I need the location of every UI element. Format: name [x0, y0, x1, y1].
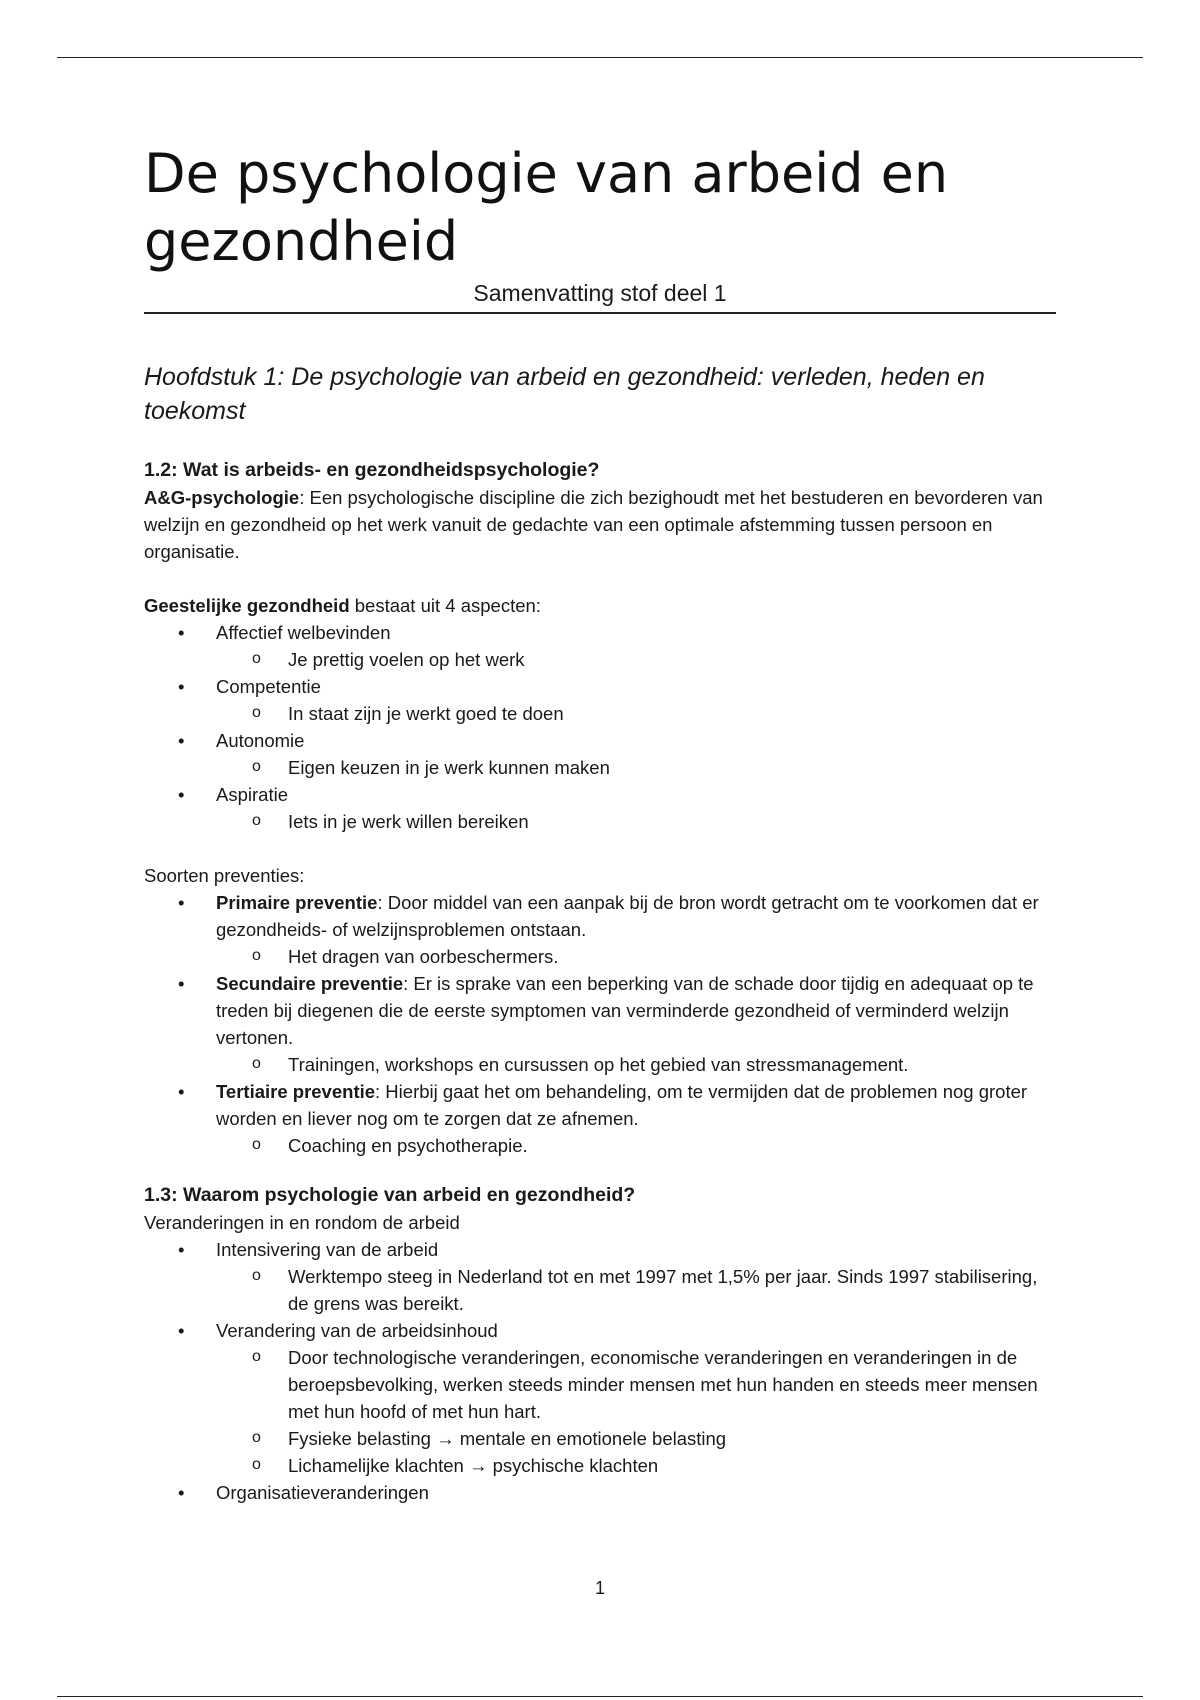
mental-health-intro	[144, 592, 1056, 619]
list-subitem: o Je prettig voelen op het werk	[144, 646, 1056, 673]
mental-health-text: bestaat uit 4 aspecten:	[349, 595, 541, 616]
aspects-list	[144, 619, 1056, 835]
list-item: • Primaire preventie: Door middel van een aanpak bij de bron wordt getracht om te voorkomen dat er gezondheids- of welzijnsproblemen ontstaan.	[144, 889, 1056, 943]
section-heading-1-2: 1.2: Wat is arbeids- en gezondheidspsychologie?	[144, 459, 600, 481]
document-page	[144, 140, 1056, 1506]
circle-bullet-icon: o	[252, 1429, 261, 1446]
prevention-intro: Soorten preventies:	[144, 865, 305, 886]
list-item: • Secundaire preventie: Er is sprake van een beperking van de schade door tijdig en adequaat op te treden bij diegenen die de eerste symptomen van verminderde gezondheid of verminderd welzijn vertonen.	[144, 970, 1056, 1051]
circle-bullet-icon: o	[252, 1055, 261, 1072]
list-item: • Tertiaire preventie: Hierbij gaat het om behandeling, om te vermijden dat de problemen nog groter worden en liever nog om te zorgen dat ze afnemen.	[144, 1078, 1056, 1132]
mental-health-term: Geestelijke gezondheid	[144, 595, 350, 616]
bullet-icon: •	[178, 1320, 185, 1341]
circle-bullet-icon: o	[252, 1456, 261, 1473]
section-heading-1-3: 1.3: Waarom psychologie van arbeid en gezondheid?	[144, 1184, 636, 1206]
chapter-heading: Hoofdstuk 1: De psychologie van arbeid en gezondheid: verleden, heden en toekomst	[144, 363, 985, 425]
list-subitem: o Lichamelijke klachten → psychische klachten	[144, 1452, 1056, 1479]
definition-text: : Een psychologische discipline die zich bezighoudt met het bestuderen en bevorderen van welzijn en gezondheid op het werk vanuit de gedachte van een optimale afstemming tussen persoon en organisatie.	[144, 487, 1043, 562]
changes-intro: Veranderingen in en rondom de arbeid	[144, 1212, 460, 1233]
list-item: • Competentie	[144, 673, 1056, 700]
page-bottom-rule	[57, 1696, 1143, 1697]
list-item: • Aspiratie	[144, 781, 1056, 808]
circle-bullet-icon: o	[252, 1267, 261, 1284]
changes-list	[144, 1236, 1056, 1506]
circle-bullet-icon: o	[252, 758, 261, 775]
definition-paragraph	[144, 484, 1056, 565]
bullet-icon: •	[178, 622, 185, 643]
circle-bullet-icon: o	[252, 947, 261, 964]
bullet-icon: •	[178, 1239, 185, 1260]
list-subitem: o Trainingen, workshops en cursussen op het gebied van stressmanagement.	[144, 1051, 1056, 1078]
list-subitem: o Iets in je werk willen bereiken	[144, 808, 1056, 835]
page-number: 1	[594, 1578, 605, 1598]
circle-bullet-icon: o	[252, 812, 261, 829]
list-subitem: o Eigen keuzen in je werk kunnen maken	[144, 754, 1056, 781]
list-subitem: o Coaching en psychotherapie.	[144, 1132, 1056, 1159]
list-subitem: o In staat zijn je werkt goed te doen	[144, 700, 1056, 727]
circle-bullet-icon: o	[252, 704, 261, 721]
document-subtitle: Samenvatting stof deel 1	[144, 278, 1056, 314]
list-subitem: o Het dragen van oorbeschermers.	[144, 943, 1056, 970]
bullet-icon: •	[178, 1081, 185, 1102]
bullet-icon: •	[178, 730, 185, 751]
bullet-icon: •	[178, 784, 185, 805]
list-subitem: o Door technologische veranderingen, economische veranderingen en veranderingen in de beroepsbevolking, werken steeds minder mensen met hun handen en steeds meer mensen met hun hoofd of met hun hart.	[144, 1344, 1056, 1425]
bullet-icon: •	[178, 1482, 185, 1503]
page-top-rule	[57, 57, 1143, 58]
list-subitem: o Werktempo steeg in Nederland tot en met 1997 met 1,5% per jaar. Sinds 1997 stabilisering, de grens was bereikt.	[144, 1263, 1056, 1317]
circle-bullet-icon: o	[252, 1136, 261, 1153]
list-item: • Intensivering van de arbeid	[144, 1236, 1056, 1263]
bullet-icon: •	[178, 892, 185, 913]
document-title: De psychologie van arbeid en gezondheid	[144, 142, 949, 273]
circle-bullet-icon: o	[252, 1348, 261, 1365]
bullet-icon: •	[178, 973, 185, 994]
list-item: • Autonomie	[144, 727, 1056, 754]
definition-term: A&G-psychologie	[144, 487, 300, 508]
circle-bullet-icon: o	[252, 650, 261, 667]
list-item: • Organisatieveranderingen	[144, 1479, 1056, 1506]
bullet-icon: •	[178, 676, 185, 697]
list-subitem: o Fysieke belasting → mentale en emotionele belasting	[144, 1425, 1056, 1452]
list-item: • Verandering van de arbeidsinhoud	[144, 1317, 1056, 1344]
list-item: • Affectief welbevinden	[144, 619, 1056, 646]
prevention-list	[144, 889, 1056, 1159]
